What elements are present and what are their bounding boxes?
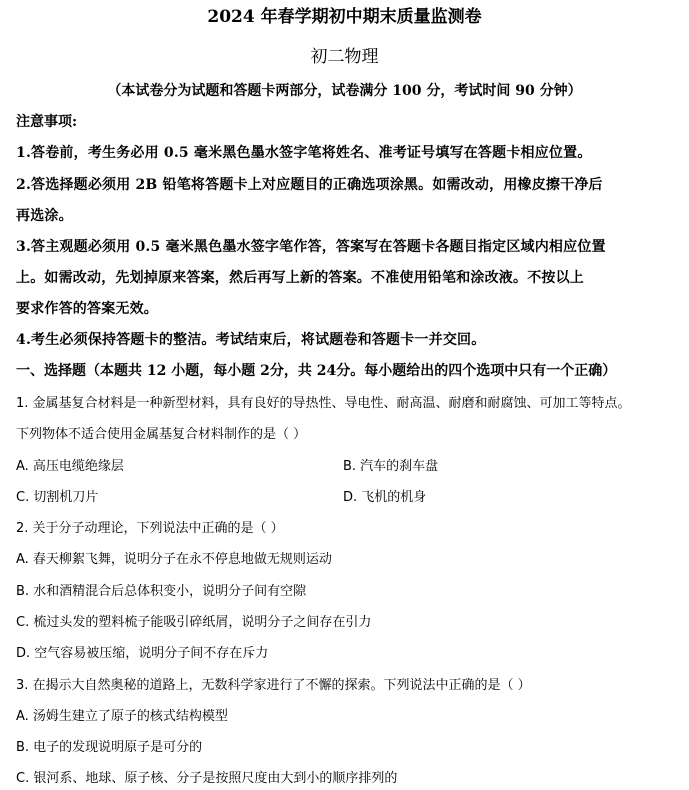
note-line-6: 要求作答的答案无效。	[16, 301, 158, 317]
question-3-option-b: B. 电子的发现说明原子是可分的	[16, 740, 203, 755]
section-heading: 一、选择题（本题共 12 小题，每小题 2分，共 24分。每小题给出的四个选项中只有一个正确）	[16, 363, 617, 379]
note-line-7: 4.考生必须保持答题卡的整洁。考试结束后，将试题卷和答题卡一并交回。	[16, 332, 486, 348]
question-2-stem: 2. 关于分子动理论，下列说法中正确的是（ ）	[16, 521, 284, 536]
question-2-option-b: B. 水和酒精混合后总体积变小，说明分子间有空隙	[16, 584, 307, 599]
note-line-2: 2.答选择题必须用 2B 铅笔将答题卡上对应题目的正确选项涂黑。如需改动，用橡皮擦干净后	[16, 177, 603, 193]
note-line-5: 上。如需改动，先划掉原来答案，然后再写上新的答案。不准使用铅笔和涂改液。不按以上	[16, 270, 584, 286]
question-3-stem: 3. 在揭示大自然奥秘的道路上，无数科学家进行了不懈的探索。下列说法中正确的是（ ）	[16, 678, 531, 693]
question-1-option-b: B. 汽车的刹车盘	[343, 459, 439, 474]
exam-subject: 初二物理	[310, 47, 379, 67]
question-1-option-c: C. 切割机刀片	[16, 490, 99, 505]
question-2-option-d: D. 空气容易被压缩，说明分子间不存在斥力	[16, 646, 269, 661]
question-1-stem-2: 下列物体不适合使用金属基复合材料制作的是（ ）	[16, 427, 307, 442]
question-2-option-a: A. 春天柳絮飞舞，说明分子在永不停息地做无规则运动	[16, 552, 332, 567]
question-3-option-c: C. 银河系、地球、原子核、分子是按照尺度由大到小的顺序排列的	[16, 771, 398, 786]
note-line-1: 1.答卷前，考生务必用 0.5 毫米黑色墨水签字笔将姓名、准考证号填写在答题卡相应位置。	[16, 145, 592, 161]
exam-info: （本试卷分为试题和答题卡两部分，试卷满分 100 分，考试时间 90 分钟）	[107, 83, 582, 99]
exam-title: 2024 年春学期初中期末质量监测卷	[207, 7, 482, 27]
question-3-option-a: A. 汤姆生建立了原子的核式结构模型	[16, 709, 228, 724]
notes-heading: 注意事项:	[16, 114, 78, 130]
note-line-4: 3.答主观题必须用 0.5 毫米黑色墨水签字笔作答，答案写在答题卡各题目指定区域内相应位置	[16, 239, 606, 255]
question-2-option-c: C. 梳过头发的塑料梳子能吸引碎纸屑，说明分子之间存在引力	[16, 615, 372, 630]
note-line-3: 再选涂。	[16, 208, 73, 224]
question-1-option-a: A. 高压电缆绝缘层	[16, 459, 124, 474]
question-1-stem-1: 1. 金属基复合材料是一种新型材料，具有良好的导热性、导电性、耐高温、耐磨和耐腐蚀、可加工等特点。	[16, 396, 631, 411]
question-1-option-d: D. 飞机的机身	[343, 490, 427, 505]
